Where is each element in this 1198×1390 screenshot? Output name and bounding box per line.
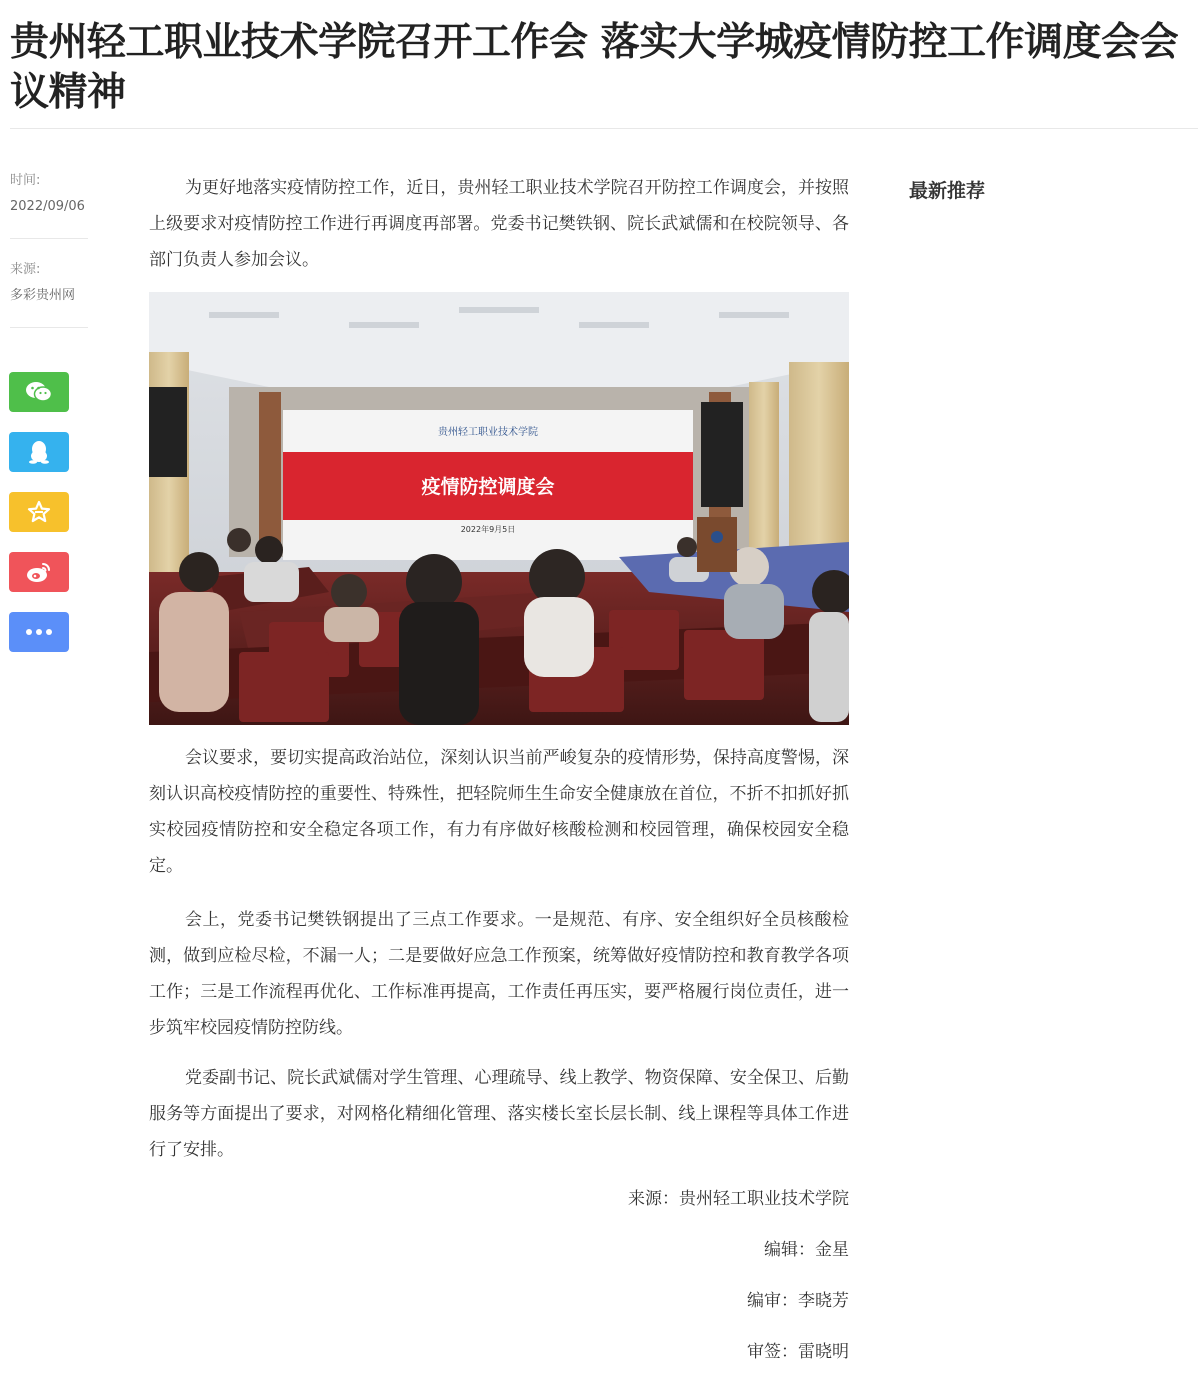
share-qzone-button[interactable] bbox=[9, 492, 69, 532]
time-value: 2022/09/06 bbox=[10, 199, 85, 214]
wechat-icon bbox=[25, 380, 53, 404]
article-paragraph: 为更好地落实疫情防控工作，近日，贵州轻工职业技术学院召开防控工作调度会，并按照上级要求对疫情防控工作进行再调度再部署。党委书记樊铁钢、院长武斌儒和在校院领导、各部门负责人参加会议。 bbox=[149, 178, 849, 270]
article-paragraph: 会上，党委书记樊铁钢提出了三点工作要求。一是规范、有序、安全组织好全员核酸检测，做到应检尽检，不漏一人；二是要做好应急工作预案，统筹做好疫情防控和教育教学各项工作；三是工作流程再优化、工作标准再提高，工作责任再压实，要严格履行岗位责任，进一步筑牢校园疫情防控防线。 bbox=[149, 910, 849, 1038]
credit-approver: 审签：雷晓明 bbox=[747, 1342, 849, 1362]
more-dots-icon bbox=[25, 628, 53, 636]
share-wechat-button[interactable] bbox=[9, 372, 69, 412]
credit-reviewer: 编审：李晓芳 bbox=[747, 1291, 849, 1311]
share-more-button[interactable] bbox=[9, 612, 69, 652]
credit-editor: 编辑：金星 bbox=[764, 1240, 849, 1260]
meta-divider bbox=[10, 327, 88, 328]
qzone-star-icon bbox=[27, 500, 51, 524]
title-divider bbox=[10, 128, 1198, 129]
article-body bbox=[149, 170, 849, 1160]
meta-divider bbox=[10, 238, 88, 239]
meeting-photo bbox=[149, 292, 849, 725]
time-label: 时间: bbox=[10, 173, 41, 188]
article-credits bbox=[628, 1180, 849, 1384]
sidebar-recommend-title: 最新推荐 bbox=[909, 180, 986, 202]
share-qq-button[interactable] bbox=[9, 432, 69, 472]
weibo-icon bbox=[25, 560, 53, 584]
article-paragraph: 党委副书记、院长武斌儒对学生管理、心理疏导、线上教学、物资保障、安全保卫、后勤服务等方面提出了要求，对网格化精细化管理、落实楼长室长层长制、线上课程等具体工作进行了安排。 bbox=[149, 1068, 849, 1160]
screen-logo-text: 贵州轻工职业技术学院 bbox=[438, 427, 538, 438]
screen-title: 疫情防控调度会 bbox=[421, 476, 555, 498]
credit-source: 来源：贵州轻工职业技术学院 bbox=[628, 1189, 849, 1209]
source-value: 多彩贵州网 bbox=[10, 288, 76, 303]
article-paragraph: 会议要求，要切实提高政治站位，深刻认识当前严峻复杂的疫情形势，保持高度警惕，深刻认识高校疫情防控的重要性、特殊性，把轻院师生生命安全健康放在首位，不折不扣抓好抓实校园疫情防控和安全稳定各项工作，有力有序做好核酸检测和校园管理，确保校园安全稳定。 bbox=[149, 748, 849, 876]
article-meta bbox=[10, 172, 88, 350]
screen-date: 2022年9月5日 bbox=[460, 525, 516, 534]
article-title: 贵州轻工职业技术学院召开工作会 落实大学城疫情防控工作调度会会议精神 bbox=[10, 20, 1179, 115]
qq-penguin-icon bbox=[28, 440, 50, 464]
share-buttons bbox=[9, 372, 69, 672]
share-weibo-button[interactable] bbox=[9, 552, 69, 592]
source-label: 来源: bbox=[10, 262, 41, 277]
